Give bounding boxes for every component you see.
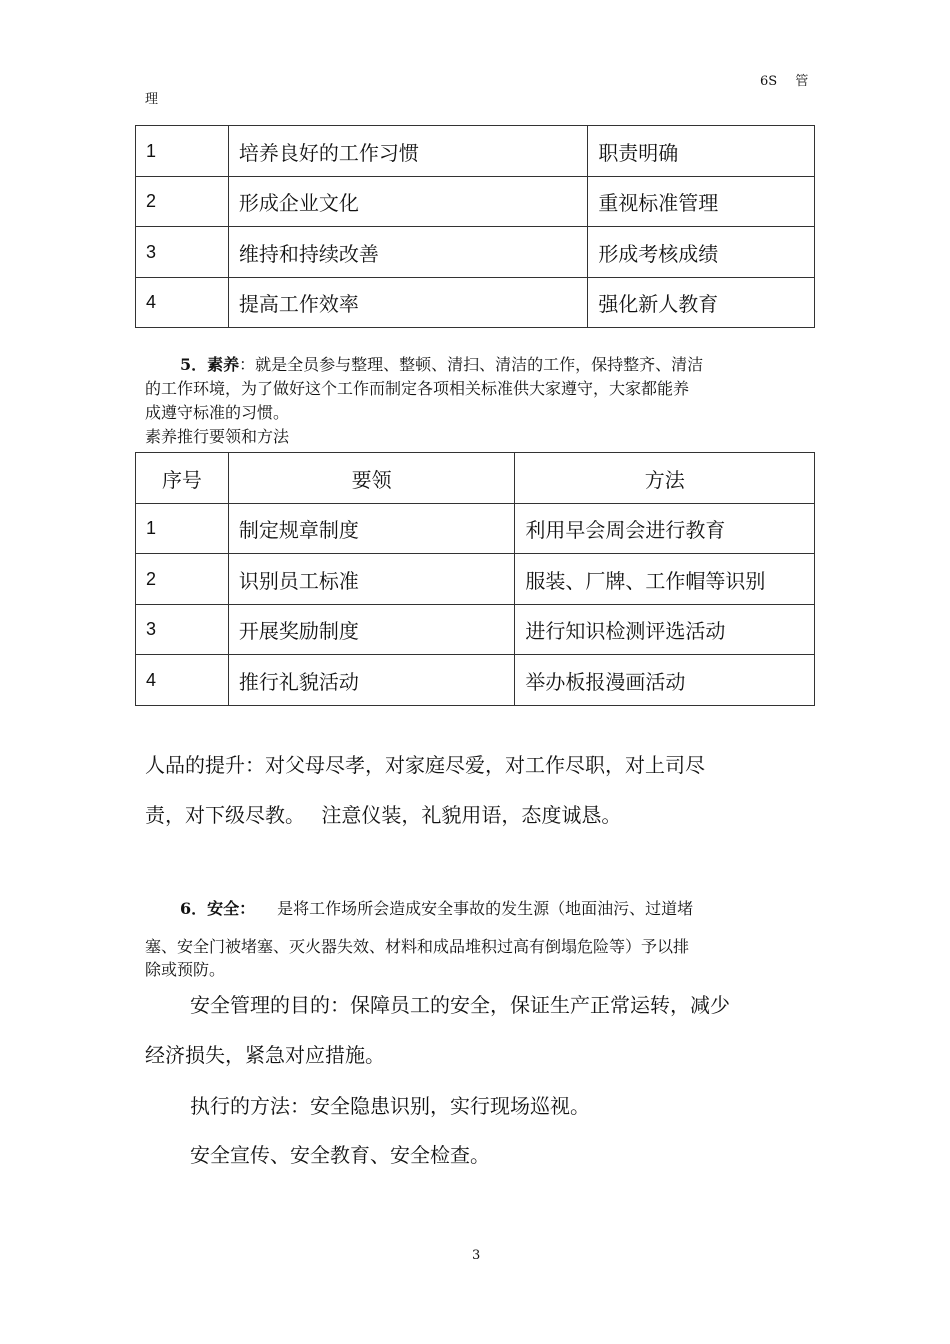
row-number: 4 <box>136 278 229 328</box>
results-table <box>135 125 815 328</box>
row-number: 1 <box>136 504 229 554</box>
row-method: 服装、厂牌、工作帽等识别 <box>515 554 815 605</box>
page-number: 3 <box>472 1248 481 1263</box>
row-item: 形成企业文化 <box>228 177 587 227</box>
table-row <box>136 177 815 227</box>
section5-table-caption: 素养推行要领和方法 <box>145 427 290 446</box>
section6-text-line2: 塞、安全门被堵塞、灭火器失效、材料和成品堆积过高有倒塌危险等）予以排 <box>145 937 690 956</box>
row-point: 推行礼貌活动 <box>228 655 515 706</box>
column-header-point: 要领 <box>228 453 515 504</box>
table-row <box>136 605 815 655</box>
table-header-row <box>136 453 815 504</box>
row-point: 识别员工标准 <box>228 554 515 605</box>
section6-heading: 6．安全： <box>180 899 256 918</box>
row-point: 制定规章制度 <box>228 504 515 554</box>
column-header-method: 方法 <box>515 453 815 504</box>
table-row <box>136 227 815 278</box>
character-paragraph <box>145 740 825 840</box>
row-number: 2 <box>136 554 229 605</box>
section5-heading: 5．素养 <box>180 355 240 374</box>
row-result: 职责明确 <box>588 126 815 177</box>
safety-purpose-line1: 安全管理的目的：保障员工的安全，保证生产正常运转，减少 <box>190 993 730 1017</box>
character-line1: 人品的提升：对父母尽孝，对家庭尽爱，对工作尽职，对上司尽 <box>145 753 705 777</box>
safety-method: 执行的方法：安全隐患识别，实行现场巡视。 <box>190 1094 590 1118</box>
row-number: 3 <box>136 227 229 278</box>
row-number: 1 <box>136 126 229 177</box>
table-row <box>136 126 815 177</box>
section5-text-line2: 的工作环境，为了做好这个工作而制定各项相关标准供大家遵守，大家都能养 <box>145 379 690 398</box>
row-number: 3 <box>136 605 229 655</box>
page-header <box>760 70 808 89</box>
column-header-number: 序号 <box>136 453 229 504</box>
header-title-6s: 6S <box>760 74 778 89</box>
practice-table <box>135 452 815 706</box>
section5-paragraph <box>145 353 825 449</box>
row-method: 举办板报漫画活动 <box>515 655 815 706</box>
section5-text-line1: ：就是全员参与整理、整顿、清扫、清洁的工作，保持整齐、清洁 <box>239 355 704 374</box>
header-title-guan: 管 <box>795 74 809 89</box>
row-result: 形成考核成绩 <box>588 227 815 278</box>
section6-line1 <box>180 897 693 921</box>
row-number: 2 <box>136 177 229 227</box>
row-item: 维持和持续改善 <box>228 227 587 278</box>
safety-purpose-line2: 经济损失，紧急对应措施。 <box>145 1043 385 1067</box>
section5-text-line3: 成遵守标准的习惯。 <box>145 403 290 422</box>
section6-text-line1: 是将工作场所会造成安全事故的发生源（地面油污、过道堵 <box>277 899 694 918</box>
row-method: 进行知识检测评选活动 <box>515 605 815 655</box>
row-number: 4 <box>136 655 229 706</box>
table-row <box>136 504 815 554</box>
table-row <box>136 554 815 605</box>
safety-promo: 安全宣传、安全教育、安全检查。 <box>190 1143 490 1167</box>
header-title-li: 理 <box>145 92 159 107</box>
table-row <box>136 655 815 706</box>
section6-text-line3: 除或预防。 <box>145 960 226 979</box>
character-line2: 责，对下级尽教。 注意仪装，礼貌用语，态度诚恳。 <box>145 803 622 827</box>
row-result: 重视标准管理 <box>588 177 815 227</box>
row-method: 利用早会周会进行教育 <box>515 504 815 554</box>
table-row <box>136 278 815 328</box>
row-item: 提高工作效率 <box>228 278 587 328</box>
row-item: 培养良好的工作习惯 <box>228 126 587 177</box>
row-result: 强化新人教育 <box>588 278 815 328</box>
row-point: 开展奖励制度 <box>228 605 515 655</box>
